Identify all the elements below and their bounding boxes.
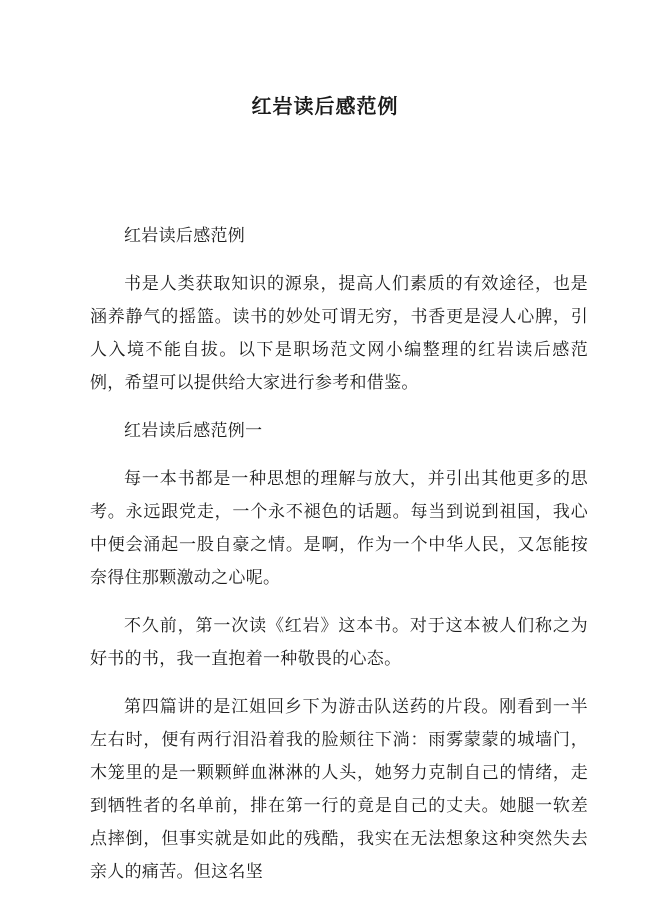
page-title: 红岩读后感范例 <box>251 94 399 118</box>
section-heading: 红岩读后感范例一 <box>124 421 263 441</box>
section-heading: 红岩读后感范例 <box>124 226 246 246</box>
body-paragraph: 不久前，第一次读《红岩》这本书。对于这本被人们称之为好书的书，我一直抱着一种敬畏的心态。 <box>90 616 588 669</box>
document-body <box>90 220 588 904</box>
intro-paragraph: 书是人类获取知识的源泉，提高人们素质的有效途径，也是涵养静气的摇篮。读书的妙处可谓无穷，书香更是浸人心脾，引人入境不能自拔。以下是职场范文网小编整理的红岩读后感范例，希望可以提供给大家进行参考和借鉴。 <box>90 274 588 393</box>
body-paragraph: 第四篇讲的是江姐回乡下为游击队送药的片段。刚看到一半左右时，便有两行泪沿着我的脸颊往下淌：雨雾蒙蒙的城墙门，木笼里的是一颗颗鲜血淋淋的人头，她努力克制自己的情绪，走到牺牲者的名单前，排在第一行的竟是自己的丈夫。她腿一软差点摔倒，但事实就是如此的残酷，我实在无法想象这种突然失去亲人的痛苦。但这名坚 <box>90 697 588 882</box>
body-paragraph: 每一本书都是一种思想的理解与放大，并引出其他更多的思考。永远跟党走，一个永不褪色的话题。每当到说到祖国，我心中便会涌起一股自豪之情。是啊，作为一个中华人民，又怎能按奈得住那颗激动之心呢。 <box>90 469 588 588</box>
